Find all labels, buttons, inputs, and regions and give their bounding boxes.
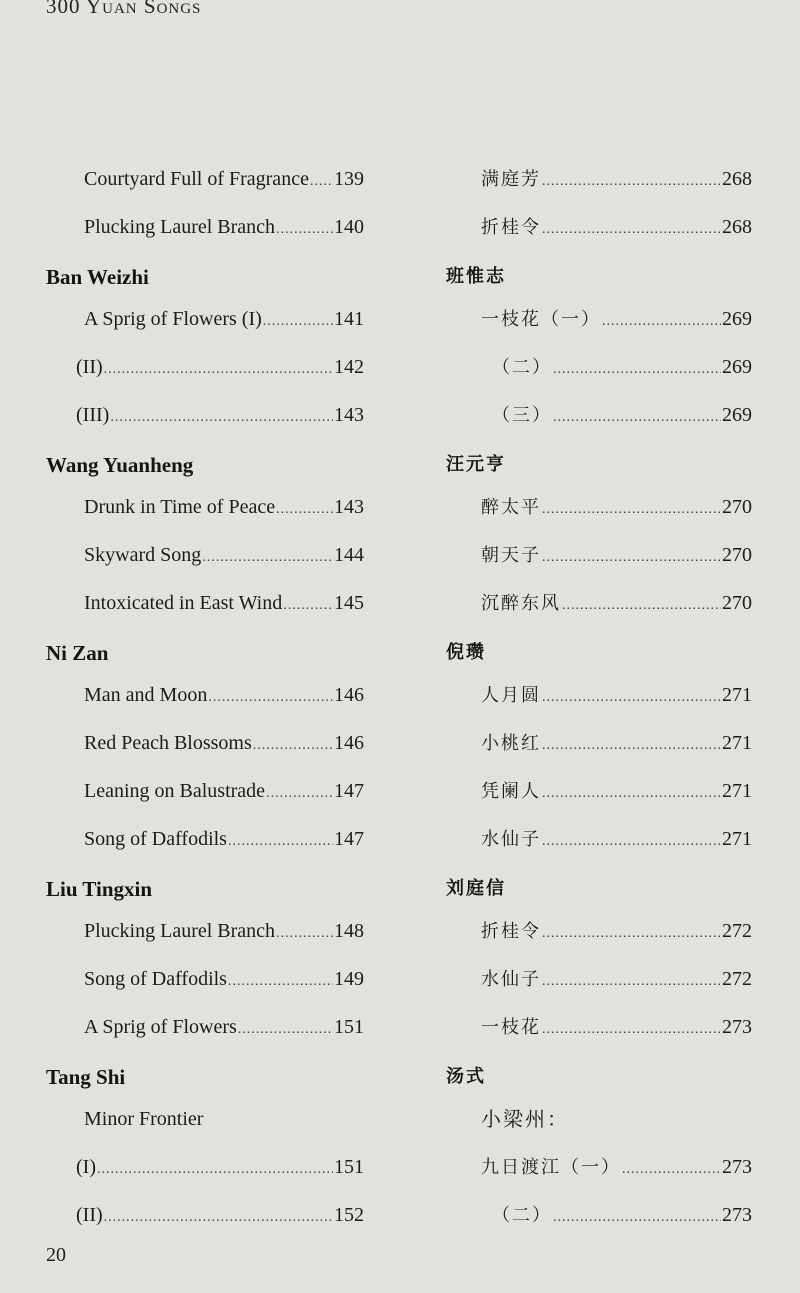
page-ref: 271 (722, 732, 752, 754)
toc-entry[interactable] (446, 958, 752, 1006)
song-title: 满庭芳 (481, 169, 541, 190)
dot-leader (622, 1149, 721, 1191)
page-ref: 269 (722, 404, 752, 426)
toc-entry[interactable] (446, 394, 752, 442)
toc-entry[interactable] (46, 818, 364, 866)
dot-leader (542, 821, 721, 863)
song-title: 折桂令 (481, 921, 541, 942)
song-title: Intoxicated in East Wind (84, 592, 283, 614)
author-heading: 刘庭信 (446, 878, 506, 899)
dot-leader (97, 1149, 333, 1191)
dot-leader (562, 585, 721, 627)
dot-leader (208, 677, 333, 719)
dot-leader (263, 301, 333, 343)
song-title: Song of Daffodils (84, 828, 227, 850)
song-title: A Sprig of Flowers (84, 1016, 237, 1038)
song-title: Leaning on Balustrade (84, 780, 266, 802)
page-ref: 270 (722, 544, 752, 566)
toc-entry[interactable] (46, 534, 364, 582)
dot-leader (602, 301, 721, 343)
dot-leader (202, 537, 333, 579)
song-group-heading: 小梁州： (481, 1107, 569, 1131)
page-ref: 144 (334, 544, 364, 566)
song-title: 水仙子 (481, 829, 541, 850)
song-title: 水仙子 (481, 969, 541, 990)
page-ref: 270 (722, 592, 752, 614)
song-title: 折桂令 (481, 217, 541, 238)
toc-entry[interactable] (446, 818, 752, 866)
song-title: (II) (76, 356, 103, 378)
author-heading: Liu Tingxin (46, 877, 153, 901)
toc-entry[interactable] (446, 486, 752, 534)
toc-entry[interactable] (46, 206, 364, 254)
page-ref: 141 (334, 308, 364, 330)
page-ref: 146 (334, 684, 364, 706)
toc-entry[interactable] (446, 158, 752, 206)
page-ref: 269 (722, 308, 752, 330)
toc-entry[interactable] (446, 674, 752, 722)
dot-leader (542, 161, 721, 203)
page-ref: 152 (334, 1204, 364, 1226)
toc-entry[interactable] (446, 346, 752, 394)
page-ref: 151 (334, 1016, 364, 1038)
page-ref: 139 (334, 168, 364, 190)
dot-leader (553, 397, 721, 439)
dot-leader (104, 349, 333, 391)
dot-leader (228, 961, 333, 1003)
page-ref: 146 (334, 732, 364, 754)
song-title: 一枝花 (481, 1017, 541, 1038)
song-title: (II) (76, 1204, 103, 1226)
toc-entry[interactable] (46, 486, 364, 534)
song-title: Red Peach Blossoms (84, 732, 252, 754)
dot-leader (228, 821, 333, 863)
toc-entry[interactable] (446, 910, 752, 958)
dot-leader (283, 585, 333, 627)
song-title: Plucking Laurel Branch (84, 216, 276, 238)
page-ref: 269 (722, 356, 752, 378)
page-ref: 268 (722, 216, 752, 238)
song-title: （二） (492, 357, 552, 378)
song-group-heading: Minor Frontier (84, 1108, 204, 1130)
dot-leader (110, 397, 333, 439)
dot-leader (542, 537, 721, 579)
page-ref: 147 (334, 828, 364, 850)
dot-leader (104, 1197, 333, 1239)
page-ref: 273 (722, 1204, 752, 1226)
toc-entry[interactable] (446, 770, 752, 818)
page-ref: 143 (334, 404, 364, 426)
page-ref: 271 (722, 780, 752, 802)
song-title: (I) (76, 1156, 96, 1178)
page-number: 20 (46, 1244, 66, 1266)
author-heading: 汤式 (446, 1066, 486, 1087)
page-ref: 147 (334, 780, 364, 802)
dot-leader (253, 725, 333, 767)
dot-leader (553, 1197, 721, 1239)
page-ref: 272 (722, 968, 752, 990)
dot-leader (542, 489, 721, 531)
toc-entry[interactable] (46, 1194, 364, 1242)
song-title: 九日渡江（一） (481, 1157, 621, 1178)
song-title: Courtyard Full of Fragrance (84, 168, 309, 190)
toc-entry[interactable] (46, 958, 364, 1006)
dot-leader (266, 773, 333, 815)
dot-leader (542, 209, 721, 251)
toc-column-chinese (446, 158, 752, 1242)
toc-entry[interactable] (446, 1146, 752, 1194)
toc-entry[interactable] (46, 1146, 364, 1194)
song-title: 醉太平 (481, 497, 541, 518)
page-ref: 151 (334, 1156, 364, 1178)
toc-entry[interactable] (46, 1006, 364, 1054)
song-title: （三） (492, 405, 552, 426)
toc-entry[interactable] (46, 346, 364, 394)
author-heading: Ni Zan (46, 641, 109, 665)
toc-entry[interactable] (46, 722, 364, 770)
song-title: 凭阑人 (481, 781, 541, 802)
dot-leader (276, 489, 333, 531)
author-heading: 汪元亨 (446, 454, 506, 475)
toc-entry[interactable] (446, 206, 752, 254)
dot-leader (276, 209, 333, 251)
author-heading: 班惟志 (446, 266, 506, 287)
song-title: 人月圆 (481, 685, 541, 706)
song-title: 一枝花（一） (481, 309, 601, 330)
page-ref: 272 (722, 920, 752, 942)
dot-leader (542, 773, 721, 815)
song-title: 朝天子 (481, 545, 541, 566)
dot-leader (238, 1009, 333, 1051)
page-ref: 271 (722, 684, 752, 706)
page-ref: 142 (334, 356, 364, 378)
song-title: 沉醉东风 (481, 593, 561, 614)
song-title: （二） (492, 1205, 552, 1226)
song-title: Drunk in Time of Peace (84, 496, 276, 518)
song-title: Plucking Laurel Branch (84, 920, 276, 942)
song-title: 小桃红 (481, 733, 541, 754)
page-ref: 143 (334, 496, 364, 518)
song-title: Skyward Song (84, 544, 202, 566)
toc-entry[interactable] (46, 910, 364, 958)
toc-entry[interactable] (46, 298, 364, 346)
toc-entry[interactable] (46, 158, 364, 206)
author-heading: Tang Shi (46, 1065, 126, 1089)
page-ref: 149 (334, 968, 364, 990)
page-ref: 270 (722, 496, 752, 518)
page-ref: 148 (334, 920, 364, 942)
dot-leader (542, 1009, 721, 1051)
toc-entry[interactable] (46, 582, 364, 630)
song-title: (III) (76, 404, 110, 426)
song-title: Song of Daffodils (84, 968, 227, 990)
toc-entry[interactable] (446, 722, 752, 770)
toc-entry[interactable] (46, 394, 364, 442)
dot-leader (542, 961, 721, 1003)
author-heading: Wang Yuanheng (46, 453, 194, 477)
page-ref: 145 (334, 592, 364, 614)
dot-leader (553, 349, 721, 391)
dot-leader (276, 913, 333, 955)
dot-leader (542, 725, 721, 767)
dot-leader (542, 913, 721, 955)
toc-entry[interactable] (46, 674, 364, 722)
toc-entry[interactable] (446, 1006, 752, 1054)
dot-leader (542, 677, 721, 719)
toc-column-english (46, 158, 364, 1242)
page-ref: 273 (722, 1016, 752, 1038)
author-heading: Ban Weizhi (46, 265, 149, 289)
running-header: 300 Yuan Songs (46, 0, 202, 18)
toc-entry[interactable] (446, 534, 752, 582)
toc-entry[interactable] (446, 298, 752, 346)
dot-leader (310, 161, 333, 203)
author-heading: 倪瓒 (446, 642, 486, 663)
song-title: A Sprig of Flowers (I) (84, 308, 262, 330)
song-title: Man and Moon (84, 684, 208, 706)
toc-entry[interactable] (446, 1194, 752, 1242)
page-ref: 268 (722, 168, 752, 190)
toc-entry[interactable] (446, 582, 752, 630)
page-ref: 140 (334, 216, 364, 238)
page-ref: 273 (722, 1156, 752, 1178)
page-ref: 271 (722, 828, 752, 850)
toc-entry[interactable] (46, 770, 364, 818)
